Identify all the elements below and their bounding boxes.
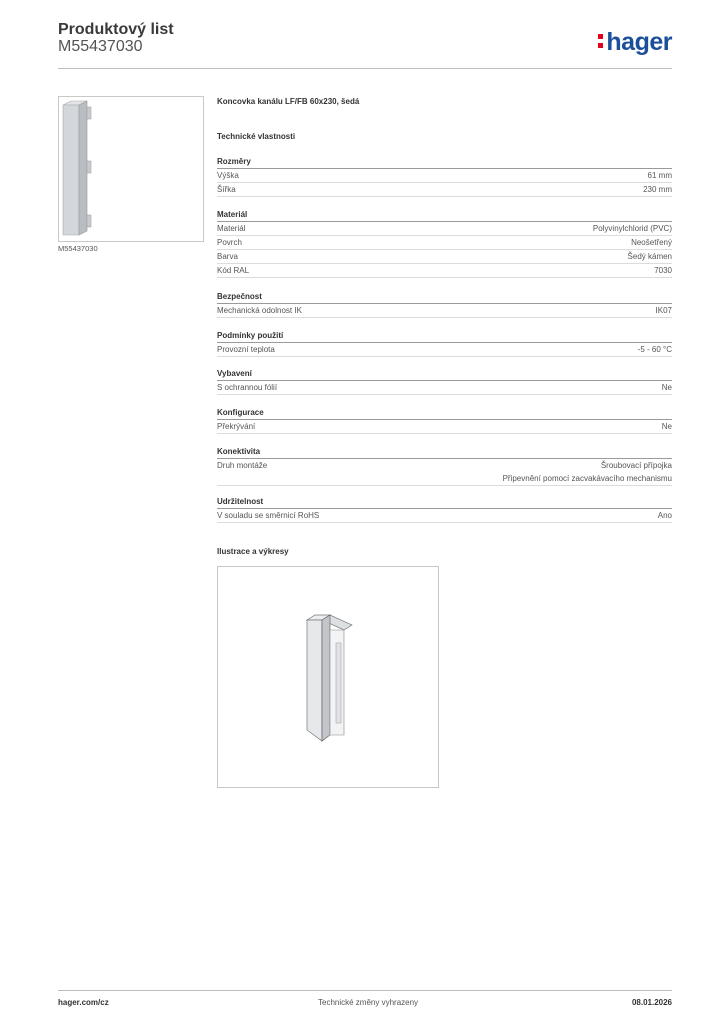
tech-heading: Technické vlastnosti [217, 132, 296, 141]
row-value: 61 mm [647, 171, 672, 180]
table-row [217, 304, 672, 318]
row-label: Mechanická odolnost IK [217, 306, 302, 315]
section-bezpecnost [217, 291, 672, 318]
table-row [217, 236, 672, 250]
footer-website-link[interactable]: hager.com/cz [58, 998, 109, 1007]
row-value [503, 459, 672, 485]
row-label: Výška [217, 171, 239, 180]
section-title: Podmínky použití [217, 330, 672, 343]
end-cap-thumbnail-icon [59, 97, 203, 241]
thumbnail-caption: M55437030 [58, 244, 98, 253]
table-row [217, 250, 672, 264]
row-label: V souladu se směrnicí RoHS [217, 511, 320, 520]
table-row [217, 509, 672, 523]
row-value: Polyvinylchlorid (PVC) [592, 224, 672, 233]
end-cap-drawing-icon [218, 567, 438, 787]
section-title: Vybavení [217, 368, 672, 381]
footer-date: 08.01.2026 [631, 998, 672, 1007]
section-title: Bezpečnost [217, 291, 672, 304]
section-title: Rozměry [217, 156, 672, 169]
row-value: IK07 [655, 306, 672, 315]
product-name: Koncovka kanálu LF/FB 60x230, šedá [217, 97, 360, 106]
section-title: Udržitelnost [217, 496, 672, 509]
section-podminky [217, 330, 672, 357]
table-row [217, 343, 672, 357]
row-value: 7030 [654, 266, 672, 275]
row-value: Ne [661, 383, 672, 392]
row-value: Šedý kámen [627, 252, 672, 261]
footer-note: Technické změny vyhrazeny [318, 998, 419, 1007]
row-label: Překrývání [217, 422, 256, 431]
product-illustration [217, 566, 439, 788]
table-row [217, 264, 672, 278]
table-row [217, 169, 672, 183]
row-value: -5 - 60 °C [637, 345, 672, 354]
row-label: Materiál [217, 224, 246, 233]
row-value: 230 mm [643, 185, 672, 194]
logo-dots-icon [598, 28, 604, 48]
row-value-line: Šroubovací přípojka [600, 461, 672, 470]
section-udrzitelnost [217, 496, 672, 523]
table-row [217, 183, 672, 197]
row-label: Provozní teplota [217, 345, 275, 354]
section-konfigurace [217, 407, 672, 434]
section-konektivita [217, 446, 672, 486]
section-vybaveni [217, 368, 672, 395]
row-label: Druh montáže [217, 461, 268, 470]
table-row [217, 420, 672, 434]
row-label: Kód RAL [217, 266, 250, 275]
product-thumbnail [58, 96, 204, 242]
row-label: Barva [217, 252, 238, 261]
section-title: Konektivita [217, 446, 672, 459]
footer-divider [58, 990, 672, 991]
product-code: M55437030 [58, 38, 143, 55]
section-material [217, 209, 672, 278]
page-title: Produktový list [58, 21, 174, 38]
hager-logo [598, 28, 672, 57]
row-label: S ochrannou fólií [217, 383, 278, 392]
header-divider [58, 68, 672, 69]
row-value: Neošetřený [631, 238, 672, 247]
section-rozmery [217, 156, 672, 197]
logo-text: hager [606, 28, 672, 56]
row-value: Ne [661, 422, 672, 431]
row-value-line: Připevnění pomocí zacvakávacího mechanismu [502, 474, 672, 483]
table-row [217, 381, 672, 395]
section-title: Materiál [217, 209, 672, 222]
row-label: Šířka [217, 185, 236, 194]
table-row [217, 222, 672, 236]
table-row [217, 459, 672, 486]
illustrations-heading: Ilustrace a výkresy [217, 547, 289, 556]
row-label: Povrch [217, 238, 242, 247]
row-value: Ano [657, 511, 672, 520]
section-title: Konfigurace [217, 407, 672, 420]
